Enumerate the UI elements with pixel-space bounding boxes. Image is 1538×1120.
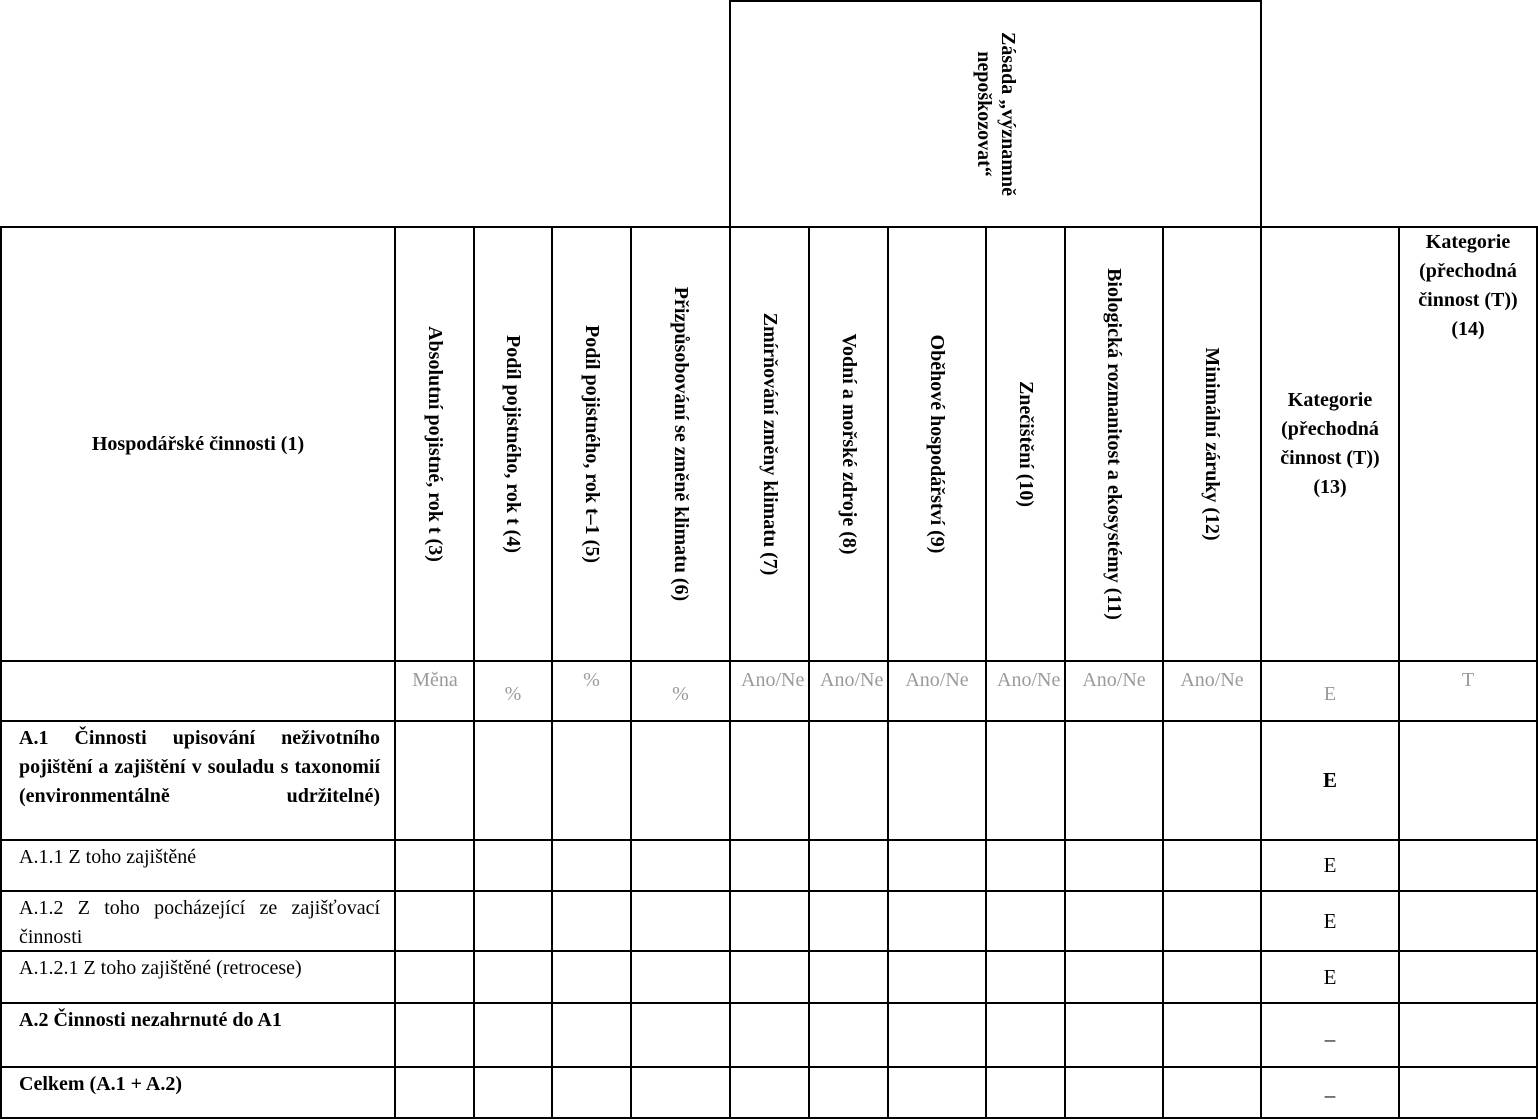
table-row-category: E [1323, 964, 1337, 989]
table-row-label: A.1.2.1 Z toho zajištěné (retrocese) [19, 957, 302, 979]
table-row-label: A.2 Činnosti nezahrnuté do A1 [19, 1009, 282, 1031]
header-climate-mitigation [731, 228, 808, 660]
header-climate-mitigation-text: Zmírňování změny klimatu (7) [758, 312, 781, 576]
header-biodiversity [1066, 228, 1162, 660]
header-premium-share-t [475, 228, 551, 660]
unit-c5: % [583, 669, 600, 691]
group-header-dnsh [731, 2, 1260, 226]
header-premium-share-t1-text: Podíl pojistného, rok t–1 (5) [580, 325, 603, 563]
table-row-label: A.1 Činnosti upisování neživotního pojištění a zajištění v souladu s taxonomií (environmentálně udržitelné) [19, 727, 380, 807]
header-absolute-premium-text: Absolutní pojistné, rok t (3) [423, 326, 446, 562]
table-row-label: Celkem (A.1 + A.2) [19, 1073, 183, 1095]
table-row-category: – [1324, 1026, 1336, 1051]
table-row-category: – [1324, 1083, 1336, 1107]
header-biodiversity-text: Biologická rozmanitost a ekosystémy (11) [1103, 268, 1125, 620]
unit-c14: T [1461, 669, 1475, 691]
unit-c6: % [672, 683, 689, 705]
unit-c3: Měna [412, 669, 458, 691]
header-category-13: Kategorie (přechodná činnost (T)) (13) [1280, 389, 1380, 498]
header-water-marine-text: Vodní a mořské zdroje (8) [837, 333, 860, 555]
header-circular-economy [889, 228, 985, 660]
unit-c13: E [1323, 683, 1337, 705]
table-row-label: A.1.2 Z toho pocházející ze zajišťovací činnosti [19, 897, 380, 948]
header-circular-economy-text: Oběhové hospodářství (9) [926, 334, 948, 554]
header-premium-share-t1 [553, 228, 630, 660]
unit-c9: Ano/Ne [905, 669, 969, 691]
header-absolute-premium [396, 228, 473, 660]
group-header-text: Zásada „významně nepoškozovat“ [972, 32, 1019, 196]
unit-c11: Ano/Ne [1082, 669, 1146, 691]
header-premium-share-t-text: Podíl pojistného, rok t (4) [502, 335, 524, 553]
table-row-category: E [1323, 908, 1337, 933]
header-minimum-safeguards [1164, 228, 1260, 660]
unit-c4: % [504, 683, 522, 705]
unit-c12: Ano/Ne [1180, 669, 1244, 691]
header-minimum-safeguards-text: Minimální záruky (12) [1201, 347, 1223, 541]
table-row-category: E [1323, 853, 1337, 877]
table-row-label: A.1.1 Z toho zajištěné [19, 846, 197, 868]
header-water-marine [810, 228, 887, 660]
table-row-category: E [1322, 768, 1337, 792]
header-category-14: Kategorie (přechodná činnost (T)) (14) [1418, 231, 1518, 340]
unit-c8: Ano/Ne [820, 669, 884, 691]
header-climate-adaptation-text: Přizpůsobování se změně klimatu (6) [669, 286, 692, 602]
unit-c7: Ano/Ne [741, 669, 805, 691]
header-climate-adaptation [632, 228, 729, 660]
header-economic-activities: Hospodářské činnosti (1) [91, 432, 305, 455]
unit-c10: Ano/Ne [997, 669, 1061, 691]
header-pollution [987, 228, 1064, 660]
header-pollution-text: Znečištění (10) [1014, 380, 1037, 508]
